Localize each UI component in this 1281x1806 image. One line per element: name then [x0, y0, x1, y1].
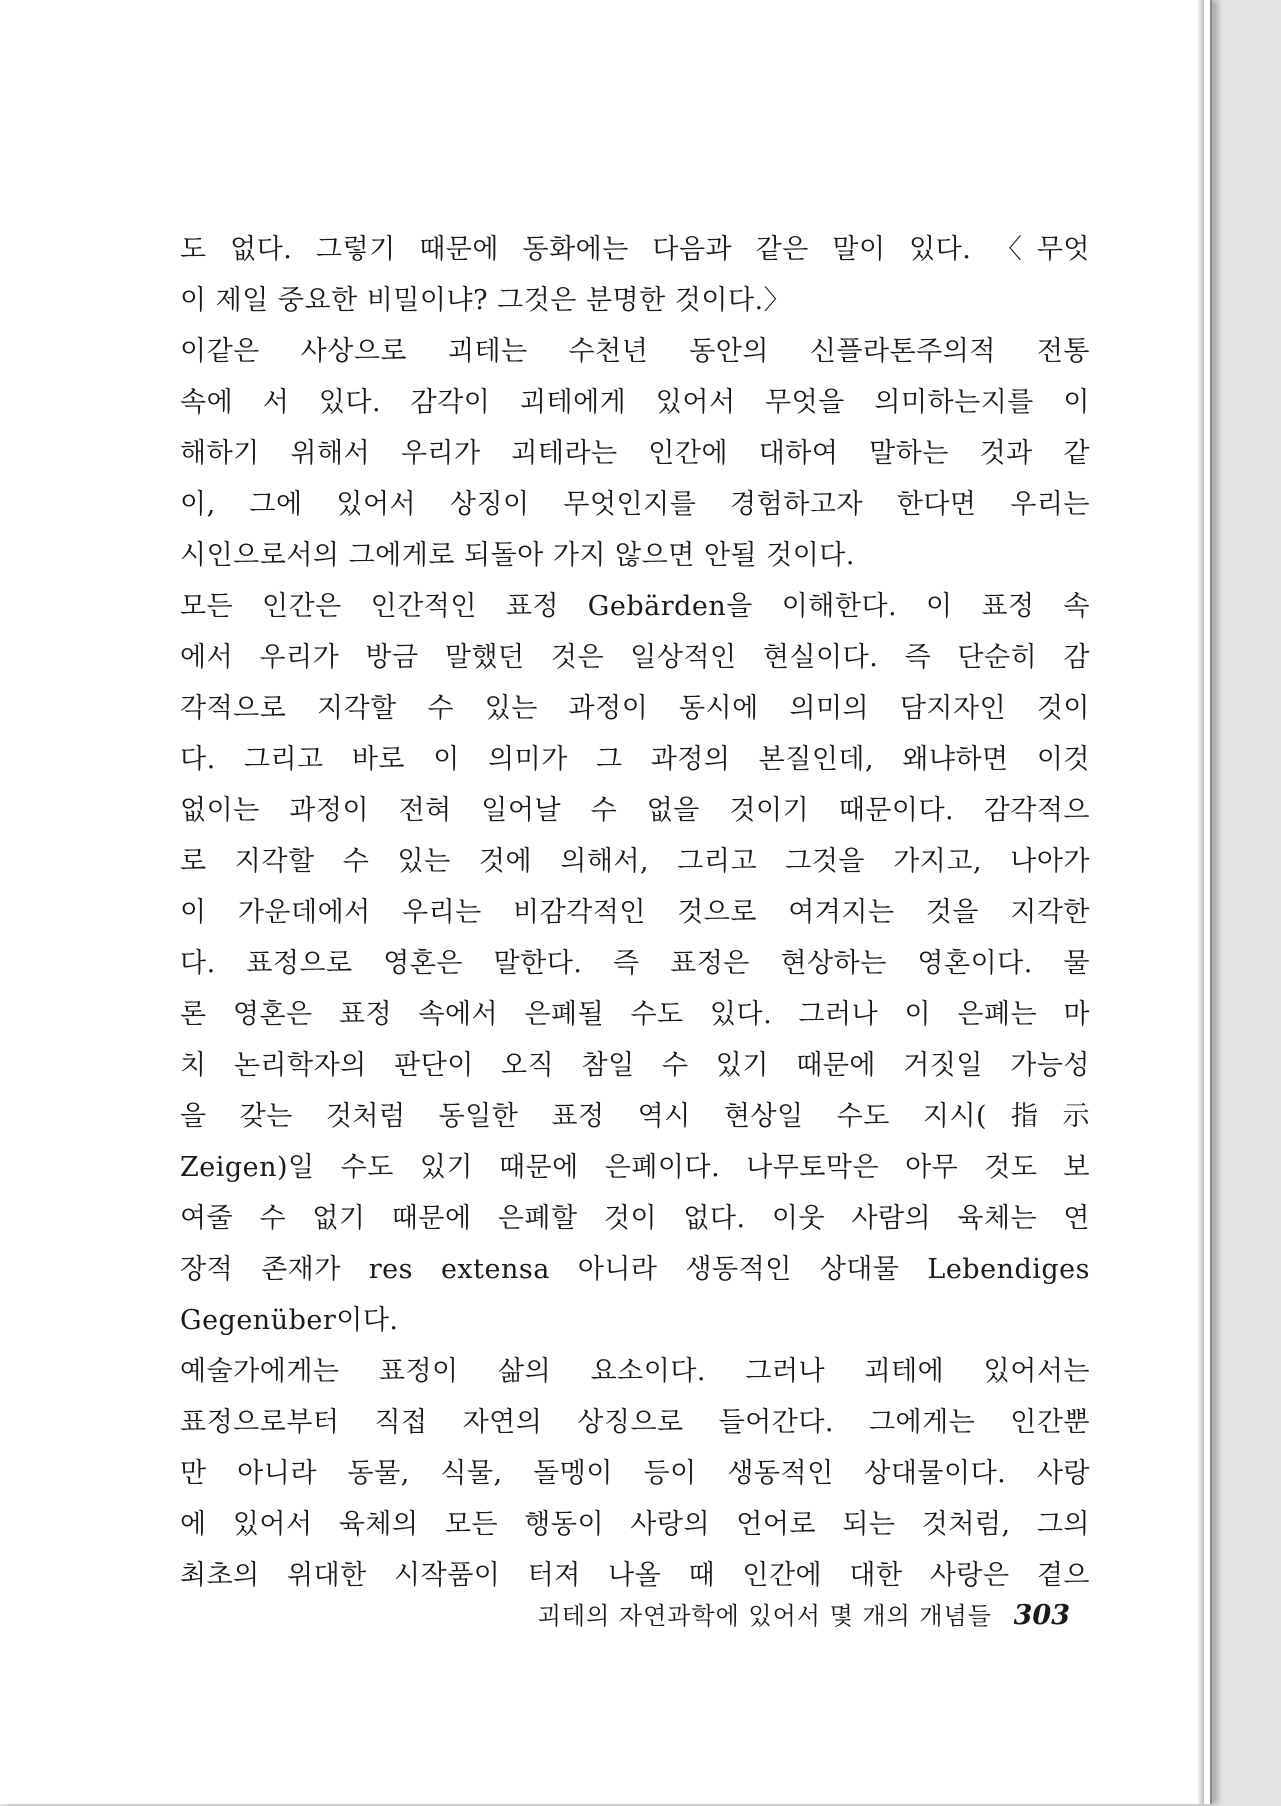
page-number: 303: [1013, 1600, 1070, 1631]
text-line: 로 지각할 수 있는 것에 의해서, 그리고 그것을 가지고, 나아가: [180, 846, 1090, 877]
text-line: 여줄 수 없기 때문에 은폐할 것이 없다. 이웃 사람의 육체는 연: [180, 1203, 1090, 1234]
text-line: 이같은 사상으로 괴테는 수천년 동안의 신플라톤주의적 전통: [180, 336, 1090, 367]
running-title: 괴테의 자연과학에 있어서 몇 개의 개념들: [537, 1602, 992, 1630]
text-line: 론 영혼은 표정 속에서 은폐될 수도 있다. 그러나 이 은폐는 마: [180, 999, 1090, 1030]
text-line: 을 갖는 것처럼 동일한 표정 역시 현상일 수도 지시(指示: [180, 1101, 1090, 1132]
text-line: 도 없다. 그렇기 때문에 동화에는 다음과 같은 말이 있다. 〈무엇: [180, 234, 1090, 265]
text-line: 시인으로서의 그에게로 되돌아 가지 않으면 안될 것이다.: [180, 540, 855, 571]
body-text: [180, 224, 1090, 1601]
text-line: 다. 표정으로 영혼은 말한다. 즉 표정은 현상하는 영혼이다. 물: [180, 948, 1090, 979]
text-line: 만 아니라 동물, 식물, 돌멩이 등이 생동적인 상대물이다. 사랑: [180, 1458, 1090, 1489]
text-line: 최초의 위대한 시작품이 터져 나올 때 인간에 대한 사랑은 곁으: [180, 1560, 1090, 1591]
text-line: 에 있어서 육체의 모든 행동이 사랑의 언어로 되는 것처럼, 그의: [180, 1509, 1090, 1540]
page-edge: [1198, 0, 1204, 1804]
text-line: Gegenüber이다.: [180, 1305, 399, 1336]
text-line: 치 논리학자의 판단이 오직 참일 수 있기 때문에 거짓일 가능성: [180, 1050, 1090, 1081]
text-line: Zeigen)일 수도 있기 때문에 은폐이다. 나무토막은 아무 것도 보: [180, 1152, 1090, 1183]
text-line: 해하기 위해서 우리가 괴테라는 인간에 대하여 말하는 것과 같: [180, 438, 1090, 469]
text-line: 에서 우리가 방금 말했던 것은 일상적인 현실이다. 즉 단순히 감: [180, 642, 1090, 673]
text-line: 이, 그에 있어서 상징이 무엇인지를 경험하고자 한다면 우리는: [180, 489, 1090, 520]
text-line: 표정으로부터 직접 자연의 상징으로 들어간다. 그에게는 인간뿐: [180, 1407, 1090, 1438]
text-line: 장적 존재가 res extensa 아니라 생동적인 상대물 Lebendiges: [180, 1254, 1090, 1285]
text-line: 예술가에게는 표정이 삶의 요소이다. 그러나 괴테에 있어서는: [180, 1356, 1090, 1387]
text-line: 각적으로 지각할 수 있는 과정이 동시에 의미의 담지자인 것이: [180, 693, 1090, 724]
text-line: 모든 인간은 인간적인 표정 Gebärden을 이해한다. 이 표정 속: [180, 591, 1090, 622]
text-line: 없이는 과정이 전혀 일어날 수 없을 것이기 때문이다. 감각적으: [180, 795, 1090, 826]
text-line: 이 가운데에서 우리는 비감각적인 것으로 여겨지는 것을 지각한: [180, 897, 1090, 928]
text-line: 다. 그리고 바로 이 의미가 그 과정의 본질인데, 왜냐하면 이것: [180, 744, 1090, 775]
text-line: 이 제일 중요한 비밀이냐? 그것은 분명한 것이다.〉: [180, 285, 792, 316]
page-footer: [180, 1596, 1070, 1631]
text-line: 속에 서 있다. 감각이 괴테에게 있어서 무엇을 의미하는지를 이: [180, 387, 1090, 418]
